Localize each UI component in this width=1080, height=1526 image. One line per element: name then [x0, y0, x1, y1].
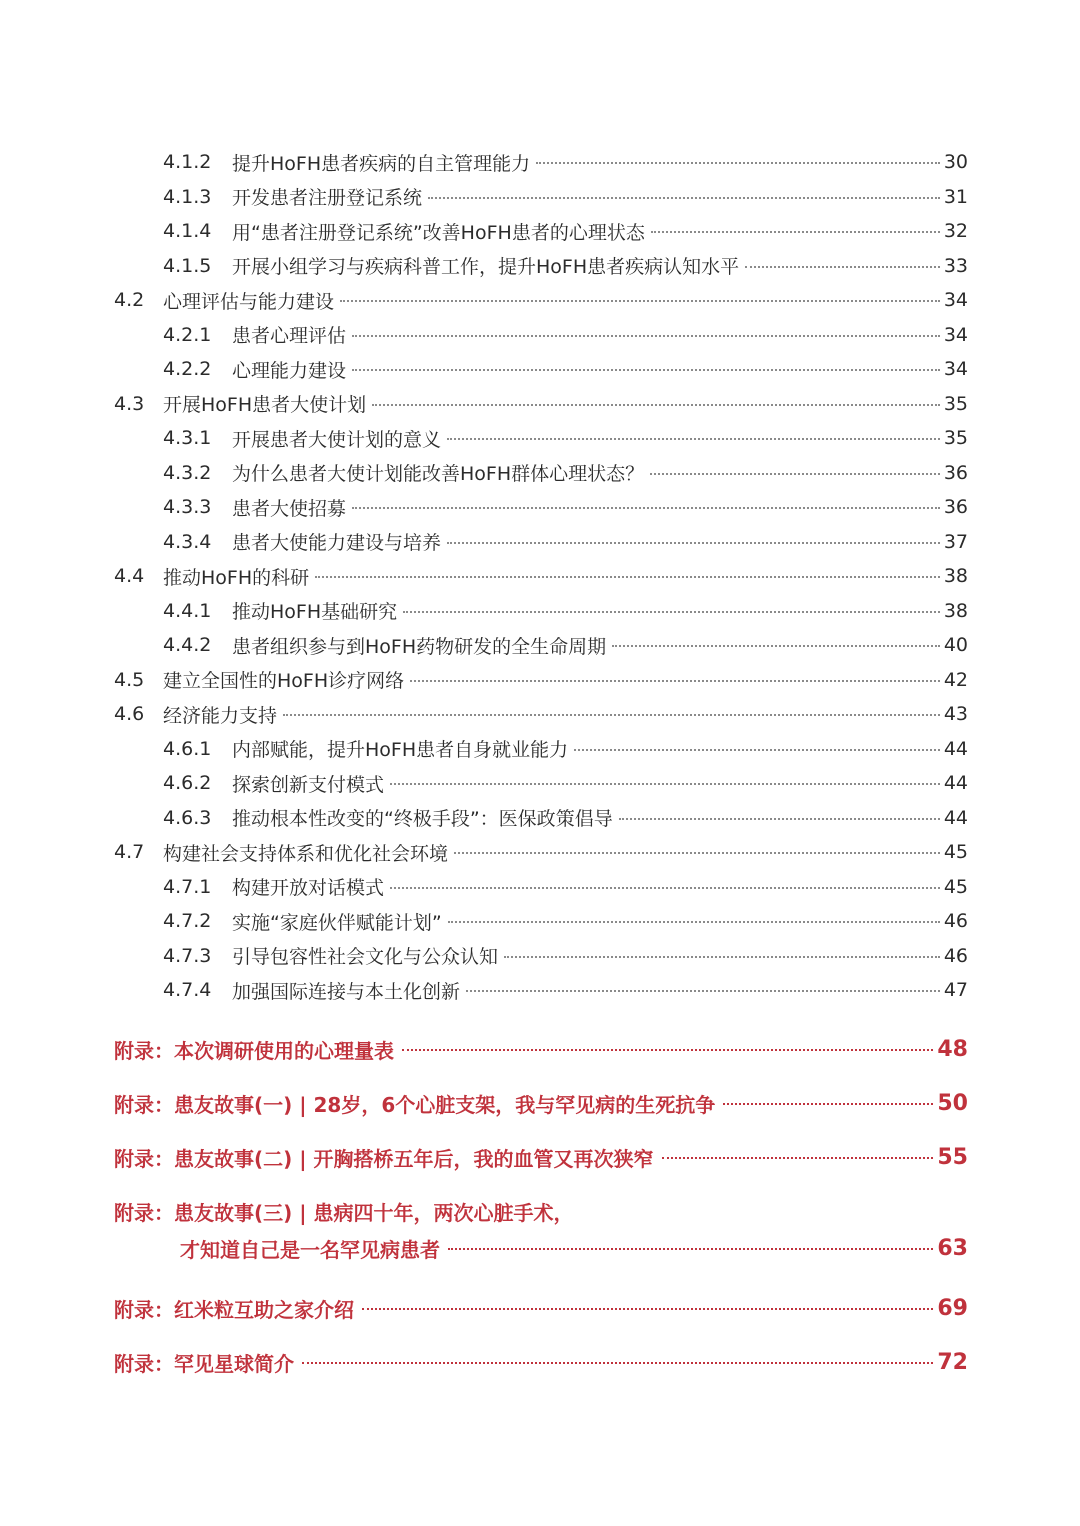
dot-leader — [352, 507, 940, 509]
toc-entry-number: 4.1.3 — [163, 185, 212, 208]
dot-leader — [650, 473, 940, 475]
toc-entry[interactable] — [163, 491, 968, 523]
dot-leader — [352, 335, 940, 337]
toc-entry-page: 34 — [943, 289, 968, 311]
toc-entry[interactable] — [163, 733, 968, 765]
toc-entry[interactable] — [114, 698, 968, 730]
dot-leader — [283, 714, 940, 716]
toc-entry-page: 46 — [943, 910, 968, 932]
toc-entry[interactable] — [163, 871, 968, 903]
toc-entry-page: 34 — [943, 358, 968, 380]
toc-entry-page: 42 — [943, 668, 968, 691]
toc-entry-page: 35 — [943, 392, 968, 415]
toc-entry-number: 4.5 — [114, 668, 145, 691]
toc-entry-number: 4.1.5 — [163, 254, 212, 277]
appendix-title: 附录：患友故事(二) | 开胸搭桥五年后，我的血管又再次狭窄 — [114, 1146, 654, 1171]
toc-entry-number: 4.7 — [114, 841, 145, 863]
dot-leader — [340, 300, 940, 302]
toc-entry-title: 患者组织参与到HoFH药物研发的全生命周期 — [232, 635, 607, 658]
toc-entry[interactable] — [114, 836, 968, 868]
dot-leader — [302, 1362, 933, 1364]
toc-entry-title: 引导包容性社会文化与公众认知 — [232, 946, 499, 968]
toc-entry-page: 46 — [943, 944, 968, 967]
toc-entry-title: 心理评估与能力建设 — [163, 290, 335, 313]
appendix-title: 附录：本次调研使用的心理量表 — [114, 1038, 394, 1063]
toc-entry-title: 开展小组学习与疾病科普工作，提升HoFH患者疾病认知水平 — [232, 256, 740, 278]
toc-entry-number: 4.4.2 — [163, 634, 212, 656]
dot-leader — [651, 231, 940, 233]
toc-entry-title: 开发患者注册登记系统 — [232, 187, 423, 209]
toc-entry-title: 开展患者大使计划的意义 — [232, 428, 442, 451]
toc-entry-number: 4.6.2 — [163, 772, 212, 794]
toc-entry[interactable] — [163, 802, 968, 834]
appendix-entry[interactable] — [114, 1139, 968, 1175]
dot-leader — [372, 404, 940, 406]
appendix-page: 63 — [937, 1235, 968, 1261]
appendix-title: 附录：患友故事(一) | 28岁，6个心脏支架，我与罕见病的生死抗争 — [114, 1092, 716, 1117]
dot-leader — [745, 266, 940, 268]
toc-entry-title: 推动HoFH基础研究 — [232, 601, 398, 623]
toc-entry[interactable] — [163, 457, 968, 489]
toc-entry-page: 36 — [943, 496, 968, 518]
toc-entry-page: 37 — [943, 530, 968, 553]
toc-entry-page: 32 — [943, 220, 968, 242]
appendix-title: 附录：罕见星球简介 — [114, 1351, 294, 1376]
toc-entry[interactable] — [163, 215, 968, 247]
toc-entry[interactable] — [163, 974, 968, 1006]
toc-entry-page: 40 — [943, 634, 968, 656]
toc-entry-title: 开展HoFH患者大使计划 — [163, 394, 367, 416]
appendix-title-line[interactable] — [114, 1193, 574, 1229]
toc-entry-number: 4.7.4 — [163, 979, 212, 1001]
appendix-page: 48 — [937, 1036, 968, 1062]
dot-leader — [619, 818, 940, 820]
toc-entry-number: 4.6.1 — [163, 737, 212, 760]
toc-entry-number: 4.4.1 — [163, 599, 212, 622]
toc-entry[interactable] — [163, 595, 968, 627]
toc-entry-page: 43 — [943, 703, 968, 725]
toc-entry-number: 4.4 — [114, 565, 145, 587]
dot-leader — [362, 1308, 933, 1310]
toc-entry-page: 44 — [943, 806, 968, 829]
toc-entry[interactable] — [163, 250, 968, 282]
toc-entry-number: 4.3 — [114, 392, 145, 415]
toc-entry-title: 患者心理评估 — [232, 325, 347, 347]
toc-entry[interactable] — [163, 629, 968, 661]
toc-entry-number: 4.3.2 — [163, 461, 212, 484]
dot-leader — [403, 611, 940, 613]
appendix-page: 50 — [937, 1090, 968, 1116]
dot-leader — [315, 576, 940, 578]
dot-leader — [454, 852, 940, 854]
toc-entry-number: 4.3.3 — [163, 496, 212, 518]
toc-entry-number: 4.7.1 — [163, 875, 212, 898]
dot-leader — [428, 197, 940, 199]
dot-leader — [390, 887, 940, 889]
dot-leader — [723, 1103, 933, 1105]
toc-entry-number: 4.3.4 — [163, 530, 212, 553]
toc-entry-number: 4.3.1 — [163, 427, 212, 449]
dot-leader — [447, 542, 940, 544]
toc-entry-page: 31 — [943, 185, 968, 208]
toc-entry-number: 4.7.3 — [163, 944, 212, 967]
toc-entry-title: 患者大使能力建设与培养 — [232, 532, 442, 554]
toc-entry[interactable] — [163, 526, 968, 558]
toc-entry-title: 用“患者注册登记系统”改善HoFH患者的心理状态 — [232, 221, 645, 244]
toc-entry-number: 4.1.2 — [163, 151, 212, 173]
toc-entry-page: 44 — [943, 772, 968, 794]
appendix-page: 55 — [937, 1144, 968, 1170]
dot-leader — [574, 749, 940, 751]
appendix-title-continued: 才知道自己是一名罕见病患者 — [180, 1237, 440, 1262]
toc-entry[interactable] — [163, 146, 968, 178]
dot-leader — [536, 162, 940, 164]
toc-entry[interactable] — [163, 319, 968, 351]
appendix-page: 72 — [937, 1349, 968, 1375]
dot-leader — [390, 783, 940, 785]
toc-entry-page: 45 — [943, 841, 968, 863]
dot-leader — [448, 1248, 933, 1250]
toc-entry-page: 38 — [943, 599, 968, 622]
toc-entry-title: 心理能力建设 — [232, 359, 347, 382]
appendix-entry[interactable] — [114, 1290, 968, 1326]
appendix-entry[interactable] — [114, 1344, 968, 1380]
toc-entry-title: 构建社会支持体系和优化社会环境 — [163, 842, 449, 865]
dot-leader — [448, 921, 940, 923]
toc-entry[interactable] — [163, 353, 968, 385]
toc-entry[interactable] — [163, 905, 968, 937]
appendix-entry[interactable] — [114, 1085, 968, 1121]
toc-entry-number: 4.2.1 — [163, 323, 212, 346]
dot-leader — [352, 369, 940, 371]
toc-entry-title: 经济能力支持 — [163, 704, 278, 727]
toc-entry-page: 45 — [943, 875, 968, 898]
toc-entry-page: 47 — [943, 979, 968, 1001]
toc-entry-page: 35 — [943, 427, 968, 449]
toc-entry-page: 36 — [943, 461, 968, 484]
toc-entry[interactable] — [114, 664, 968, 696]
toc-entry[interactable] — [163, 422, 968, 454]
dot-leader — [410, 680, 940, 682]
dot-leader — [662, 1157, 934, 1159]
toc-entry-title: 为什么患者大使计划能改善HoFH群体心理状态？ — [232, 463, 645, 485]
toc-entry-number: 4.2.2 — [163, 358, 212, 380]
toc-entry-title: 建立全国性的HoFH诊疗网络 — [163, 670, 405, 692]
appendix-title: 附录：患友故事(三) | 患病四十年，两次心脏手术， — [114, 1200, 574, 1225]
toc-entry-title: 推动根本性改变的“终极手段”：医保政策倡导 — [232, 808, 613, 830]
toc-entry-page: 44 — [943, 737, 968, 760]
toc-entry[interactable] — [163, 940, 968, 972]
dot-leader — [504, 956, 940, 958]
toc-entry[interactable] — [114, 560, 968, 592]
toc-entry-title: 构建开放对话模式 — [232, 877, 385, 899]
toc-entry-page: 30 — [943, 151, 968, 173]
dot-leader — [466, 990, 940, 992]
toc-entry-title: 探索创新支付模式 — [232, 773, 385, 796]
toc-entry-number: 4.2 — [114, 289, 145, 311]
appendix-entry[interactable] — [114, 1031, 968, 1067]
appendix-entry[interactable] — [114, 1230, 968, 1266]
toc-entry-title: 患者大使招募 — [232, 497, 347, 520]
appendix-title: 附录：红米粒互助之家介绍 — [114, 1297, 354, 1322]
dot-leader — [612, 645, 940, 647]
toc-entry-page: 33 — [943, 254, 968, 277]
toc-entry-title: 内部赋能，提升HoFH患者自身就业能力 — [232, 739, 569, 761]
appendix-page: 69 — [937, 1295, 968, 1321]
toc-entry-page: 38 — [943, 565, 968, 587]
toc-entry[interactable] — [114, 284, 968, 316]
toc-entry-title: 加强国际连接与本土化创新 — [232, 980, 461, 1003]
toc-entry-title: 推动HoFH的科研 — [163, 566, 310, 589]
toc-entry-title: 提升HoFH患者疾病的自主管理能力 — [232, 152, 531, 175]
dot-leader — [402, 1049, 933, 1051]
toc-entry-number: 4.1.4 — [163, 220, 212, 242]
dot-leader — [447, 438, 940, 440]
toc-entry[interactable] — [114, 388, 968, 420]
toc-entry-number: 4.6.3 — [163, 806, 212, 829]
toc-entry[interactable] — [163, 767, 968, 799]
toc-entry-number: 4.7.2 — [163, 910, 212, 932]
toc-entry-page: 34 — [943, 323, 968, 346]
toc-entry-title: 实施“家庭伙伴赋能计划” — [232, 911, 442, 934]
toc-entry-number: 4.6 — [114, 703, 145, 725]
toc-entry[interactable] — [163, 181, 968, 213]
